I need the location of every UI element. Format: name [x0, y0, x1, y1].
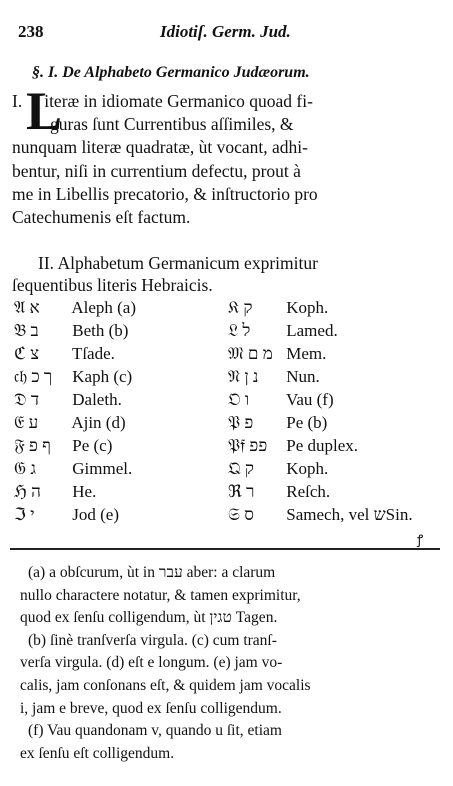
letter-name: He.	[72, 482, 97, 501]
text-line: calis, jam conſonans eſt, & quidem jam vocalis	[20, 676, 311, 694]
alphabet-right-entry	[228, 367, 320, 387]
letter-glyphs: 𝔄 א	[14, 298, 40, 317]
footnotes	[20, 562, 440, 765]
letter-name: Beth (b)	[72, 321, 129, 340]
alphabet-left-entry	[14, 505, 119, 525]
letter-name: Pe (b)	[286, 413, 328, 432]
letter-name: Samech, vel שSin.	[286, 505, 413, 524]
text-line: nunquam literæ quadratæ, ùt vocant, adhi-	[12, 137, 308, 158]
letter-glyphs: ℑ י	[14, 505, 35, 524]
letter-name: Lamed.	[286, 321, 338, 340]
letter-name: Pe duplex.	[286, 436, 359, 455]
alphabet-right-entry	[228, 390, 334, 410]
text-line: II. Alphabetum Germanicum exprimitur	[38, 253, 318, 273]
paragraph-1-number: I.	[12, 91, 23, 111]
letter-name: Aleph (a)	[71, 298, 136, 317]
alphabet-right-entry	[228, 436, 358, 456]
alphabet-right-entry	[228, 413, 327, 433]
letter-glyphs: ℜ ר	[228, 482, 255, 501]
alphabet-row	[14, 482, 434, 505]
running-title: Idiotiſ. Germ. Jud.	[160, 22, 291, 41]
letter-glyphs: 𝔈 ע	[14, 413, 39, 432]
alphabet-row	[14, 459, 434, 482]
alphabet-left-entry	[14, 344, 115, 364]
footnote-rule	[10, 548, 440, 550]
letter-glyphs: ℭ צ	[14, 344, 40, 363]
printer-mark: ꝭ	[417, 532, 424, 547]
text-line: verſa virgula. (d) eſt e longum. (e) jam vo-	[20, 654, 283, 672]
letter-glyphs: 𝔠𝔥 ך כ	[14, 367, 53, 386]
text-line: (f) Vau quandonam v, quando u ſit, etiam	[28, 722, 282, 740]
alphabet-right-entry	[228, 298, 328, 318]
alphabet-right-entry	[228, 505, 413, 525]
letter-glyphs: 𝔇 ד	[14, 390, 40, 409]
text-line: bentur, niſi in currentium defectu, prout à	[12, 160, 301, 181]
paragraph-1-line-1	[12, 90, 432, 113]
text-line: i, jam e breve, quod ex ſenſu colligendum.	[20, 699, 282, 717]
letter-glyphs: 𝔊 ג	[14, 459, 36, 478]
page-number: 238	[18, 22, 44, 41]
text-line: Catechumenis eſt factum.	[12, 206, 191, 227]
text-line: quod ex ſenſu colligendum, ùt טגין Tagen.	[20, 609, 278, 627]
text-line: nullo charactere notatur, & tamen exprimitur,	[20, 586, 301, 604]
alphabet-right-entry	[228, 321, 338, 341]
letter-name: Kaph (c)	[72, 367, 133, 386]
letter-name: Gimmel.	[72, 459, 133, 478]
alphabet-row	[14, 344, 434, 367]
letter-glyphs: 𝔒 ו	[228, 390, 250, 409]
alphabet-right-entry	[228, 459, 328, 479]
letter-glyphs: 𝔖 ס	[228, 505, 254, 524]
letter-glyphs: 𝔏 ל	[228, 321, 251, 340]
letter-name: Koph.	[286, 298, 329, 317]
letter-glyphs: 𝔅 ב	[14, 321, 39, 340]
letter-name: Nun.	[286, 367, 320, 386]
alphabet-left-entry	[14, 459, 132, 479]
alphabet-row	[14, 390, 434, 413]
text-line: (b) ſinè tranſverſa virgula. (c) cum tranſ-	[28, 631, 277, 649]
alphabet-left-entry	[14, 413, 126, 433]
letter-name: Koph.	[286, 459, 329, 478]
text-line: iteræ in idiomate Germanico quoad fi-	[44, 91, 313, 111]
section-title: §. I. De Alphabeto Germanico Judæorum.	[32, 64, 310, 81]
letter-glyphs: 𝔓𝔣 פפ	[228, 436, 268, 455]
alphabet-left-entry	[14, 321, 128, 341]
alphabet-left-entry	[14, 482, 96, 502]
letter-name: Vau (f)	[285, 390, 334, 409]
alphabet-table	[14, 298, 434, 528]
letter-glyphs: 𝔔 ק	[228, 459, 254, 478]
letter-name: Reſch.	[286, 482, 331, 501]
letter-glyphs: 𝔓 פ	[228, 413, 254, 432]
letter-glyphs: 𝔎 ק	[228, 298, 253, 317]
alphabet-row	[14, 298, 434, 321]
alphabet-left-entry	[14, 298, 136, 318]
alphabet-right-entry	[228, 344, 326, 364]
letter-name: Daleth.	[72, 390, 122, 409]
letter-name: Tſade.	[71, 344, 115, 363]
text-line: ſequentibus literis Hebraicis.	[12, 275, 213, 295]
text-line: guras ſunt Currentibus aſſimiles, &	[50, 114, 294, 135]
text-line: (a) a obſcurum, ùt in עבר aber: a clarum	[28, 564, 276, 581]
letter-glyphs: ℌ ה	[14, 482, 41, 501]
letter-glyphs: 𝔉 ף פ	[14, 436, 51, 455]
letter-glyphs: 𝔐 מ ם	[228, 344, 273, 363]
text-line: ex ſenſu eſt colligendum.	[20, 744, 175, 762]
alphabet-left-entry	[14, 367, 132, 387]
letter-glyphs: 𝔑 נ ן	[228, 367, 259, 386]
letter-name: Jod (e)	[72, 505, 119, 524]
letter-name: Ajin (d)	[71, 413, 126, 432]
text-line: me in Libellis precatorio, & inſtructorio pro	[12, 183, 318, 204]
paragraph-2	[12, 252, 432, 296]
paragraph-1	[12, 90, 432, 229]
running-header	[18, 22, 439, 44]
alphabet-left-entry	[14, 436, 112, 456]
alphabet-row	[14, 413, 434, 436]
alphabet-left-entry	[14, 390, 122, 410]
letter-name: Pe (c)	[72, 436, 113, 455]
alphabet-row	[14, 505, 434, 528]
alphabet-right-entry	[228, 482, 330, 502]
drop-cap: L	[26, 81, 63, 141]
letter-name: Mem.	[286, 344, 327, 363]
alphabet-row	[14, 321, 434, 344]
alphabet-row	[14, 436, 434, 459]
alphabet-row	[14, 367, 434, 390]
